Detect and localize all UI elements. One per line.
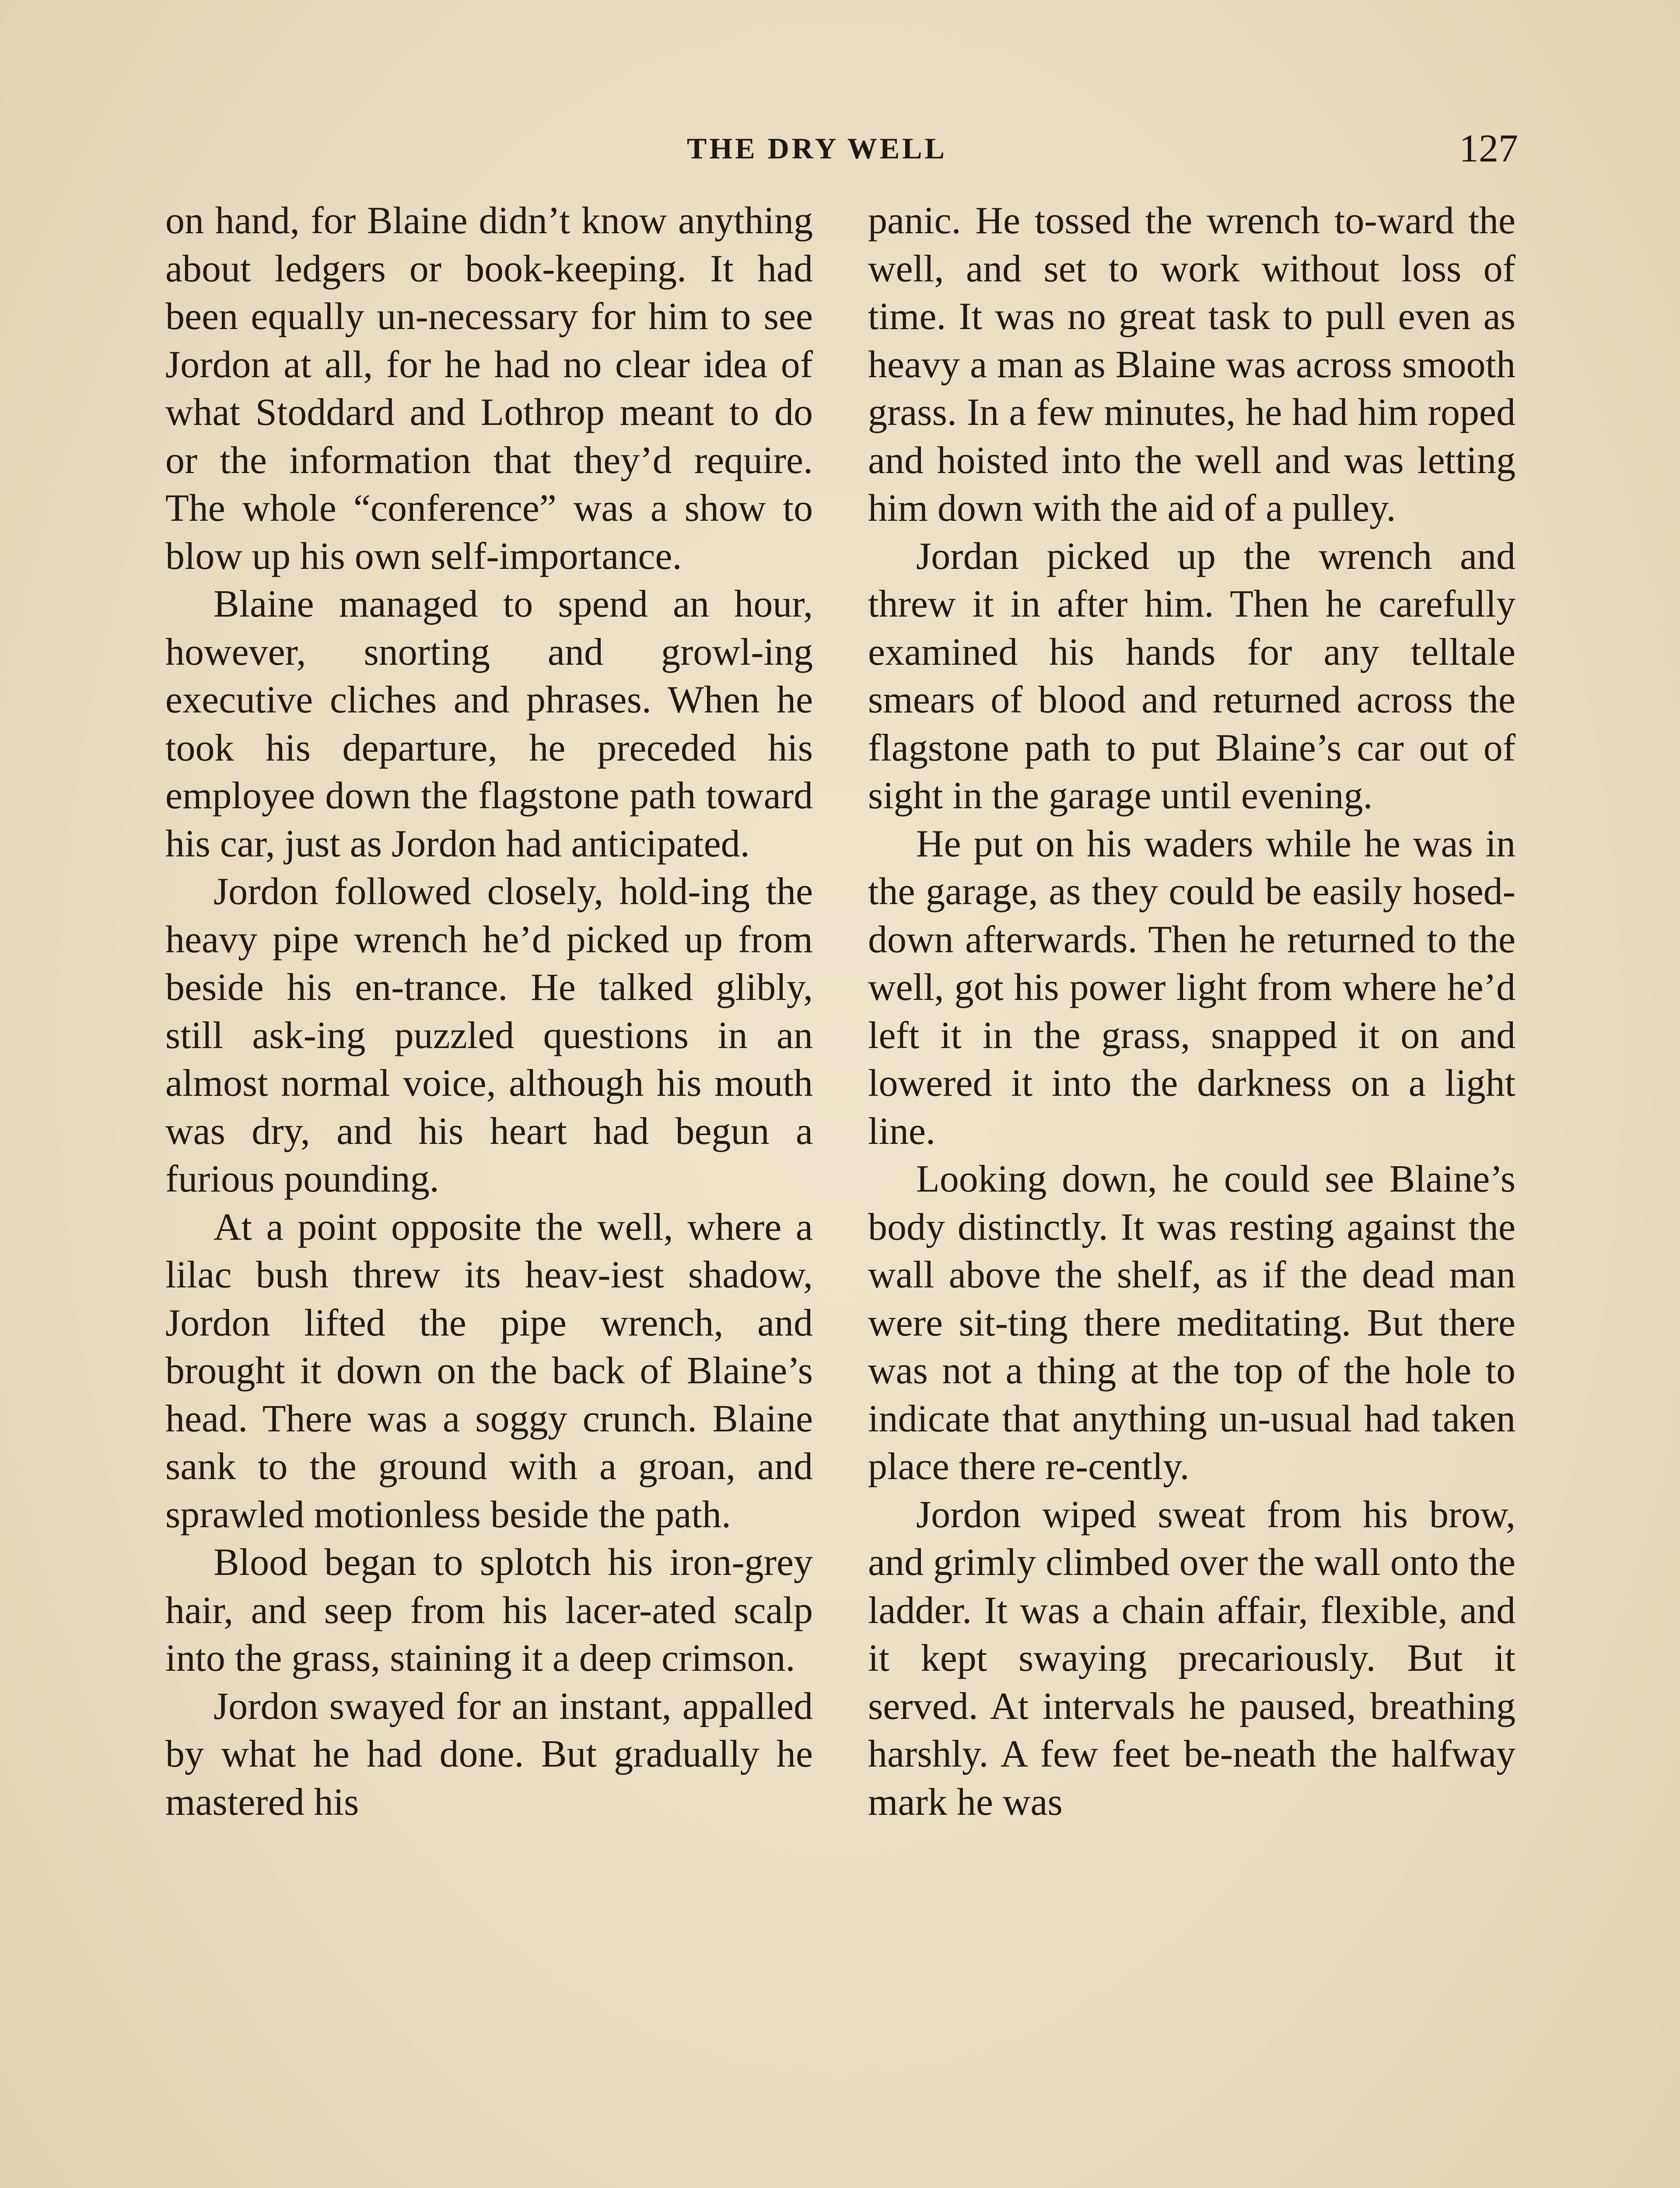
paragraph: Jordon wiped sweat from his brow, and grimly climbed over the wall onto the ladder. It was a chain affair, flexible, and it kept swaying precariously. But it served. At intervals he paused, breathing harshly. A few feet be-neath the halfway mark he was [868,1493,1516,1823]
paragraph: Jordon swayed for an instant, appalled by what he had done. But gradually he mastered his [165,1685,813,1823]
paragraph: Jordon followed closely, hold-ing the heavy pipe wrench he’d picked up from beside his en-trance. He talked glibly, still ask-ing puzzled questions in an almost normal voice, although his mouth was dry, and his heart had begun a furious pounding. [165,870,813,1200]
paragraph: He put on his waders while he was in the garage, as they could be easily hosed-down afterwards. Then he returned to the well, got his power light from where he’d left it in the grass, snapped it on and lowered it into the darkness on a light line. [868,822,1516,1153]
paragraph: Jordan picked up the wrench and threw it in after him. Then he carefully examined his hands for any telltale smears of blood and returned across the flagstone path to put Blaine’s car out of sight in the garage until evening. [868,535,1516,817]
left-text-column [165,197,813,1826]
paragraph: Looking down, he could see Blaine’s body distinctly. It was resting against the wall above the shelf, as if the dead man were sit-ting there meditating. But there was not a thing at the top of the hole to indicate that anything un-usual had taken place there re-cently. [868,1158,1516,1488]
paragraph: Blaine managed to spend an hour, however, snorting and growl-ing executive cliches and phrases. When he took his departure, he preceded his employee down the flagstone path toward his car, just as Jordon had anticipated. [165,583,813,865]
paragraph: At a point opposite the well, where a lilac bush threw its heav-iest shadow, Jordon lifted the pipe wrench, and brought it down on the back of Blaine’s head. There was a soggy crunch. Blaine sank to the ground with a groan, and sprawled motionless beside the path. [165,1206,813,1536]
paragraph: panic. He tossed the wrench to-ward the well, and set to work without loss of time. It was no great task to pull even as heavy a man as Blaine was across smooth grass. In a few minutes, he had him roped and hoisted into the well and was letting him down with the aid of a pulley. [868,200,1516,529]
right-text-column [868,197,1516,1826]
paragraph: on hand, for Blaine didn’t know anything about ledgers or book-keeping. It had been equally un-necessary for him to see Jordon at all, for he had no clear idea of what Stoddard and Lothrop meant to do or the information that they’d require. The whole “conference” was a show to blow up his own self-importance. [165,200,813,578]
paragraph: Blood began to splotch his iron-grey hair, and seep from his lacer-ated scalp into the grass, staining it a deep crimson. [165,1541,813,1680]
page-number: 127 [1459,127,1518,170]
running-title: THE DRY WELL [687,132,947,165]
